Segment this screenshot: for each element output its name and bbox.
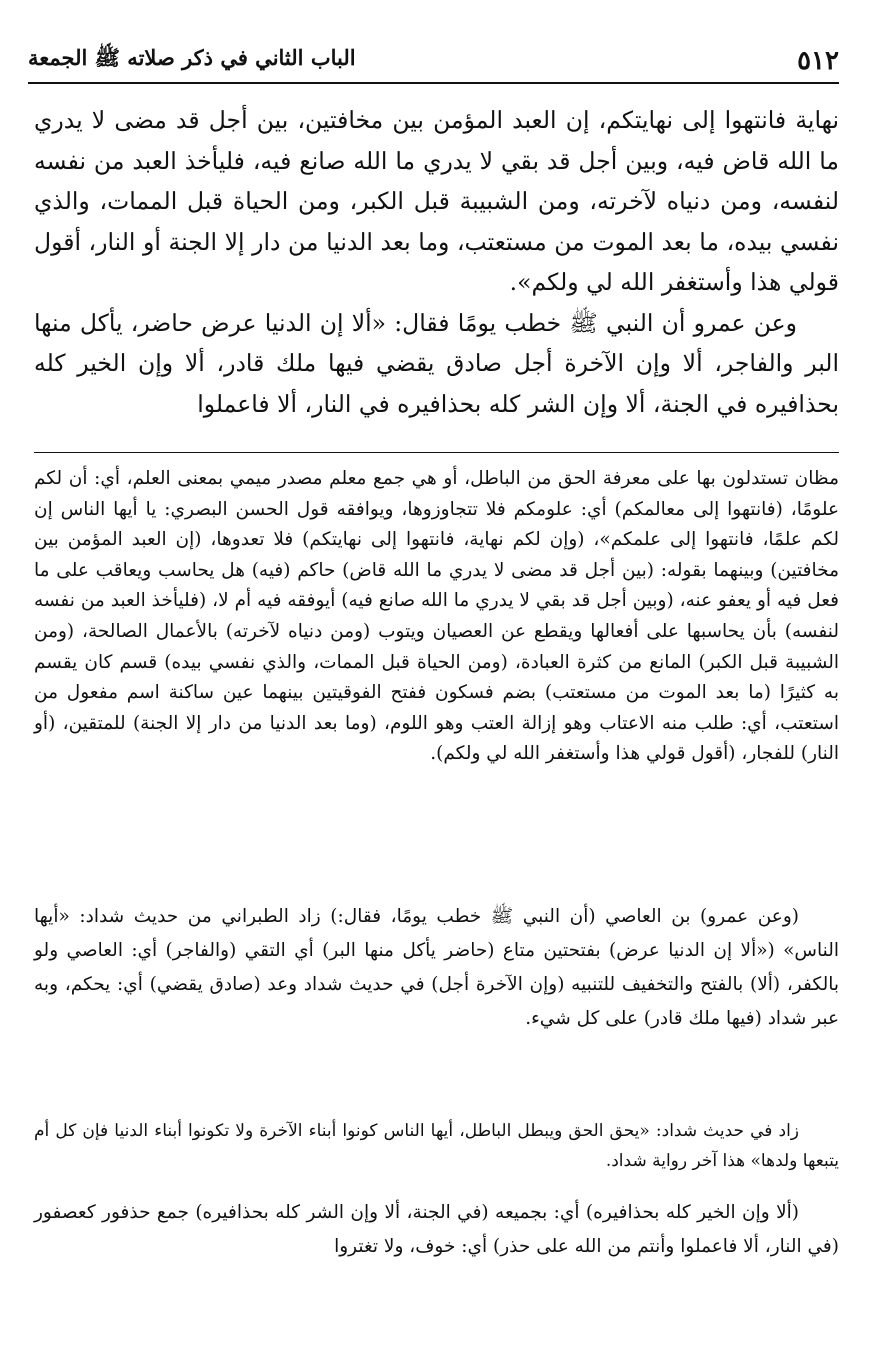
hadith-paragraph-1: نهاية فانتهوا إلى نهايتكم، إن العبد المؤمن بين مخافتين، بين أجل قد مضى لا يدري ما الله قاض فيه، وبين أجل قد بقي لا يدري ما الله صانع فيه، فليأخذ العبد من نفسه لنفسه، ومن دنياه لآخرته، ومن الشبيبة قبل الكبر، ومن الحياة قبل الممات، والذي نفسي بيده، ما بعد الموت من مستعتب، وما بعد الدنيا من دار إلا الجنة أو النار، أقول قولي هذا وأستغفر الله لي ولكم». — [34, 106, 839, 296]
commentary-section-3 — [34, 1116, 839, 1176]
separator-rule — [34, 452, 839, 453]
commentary-paragraph-1: مظان تستدلون بها على معرفة الحق من الباطل، أو هي جمع معلم مصدر ميمي بمعنى العلم، أي: أن لكم علومًا، (فانتهوا إلى معالمكم) أي: علومكم فلا تتجاوزوها، ويوافقه قول الحسن البصري: يا أيها الناس إن لكم علمًا، فانتهوا إلى علمكم»، (وإن لكم نهاية، فانتهوا إلى نهايتكم) فلا تعدوها، (إن العبد المؤمن بين مخافتين) وبينهما بقوله: (بين أجل قد مضى لا يدري ما الله قاض) حاكم (فيه) هل يحاسب ويعاقب على ما فعل فيه أو يعفو عنه، (وبين أجل قد بقي لا يدري ما الله صانع فيه) أيوفقه فيه أم لا، (فليأخذ العبد من نفسه لنفسه) بأن يحاسبها على أفعالها ويقطع عن العصيان ويتوب (ومن دنياه لآخرته) بالأعمال الصالحة، (ومن الشبيبة قبل الكبر) المانع من كثرة العبادة، (ومن الحياة قبل الممات، والذي نفسي بيده) قسم كان يقسم به كثيرًا (ما بعد الموت من مستعتب) بضم فسكون ففتح الفوقيتين بينهما عين ساكنة اسم مفعول من استعتب، أي: طلب منه الاعتاب وهو إزالة العتب وهو اللوم، (وما بعد الدنيا من دار إلا الجنة) للمتقين، (أو النار) للفجار، (أقول قولي هذا وأستغفر الله لي ولكم). — [34, 468, 839, 765]
commentary-section — [34, 464, 839, 770]
hadith-text — [34, 100, 839, 424]
commentary-paragraph-2: (وعن عمرو) بن العاصي (أن النبي ﷺ خطب يومًا، فقال:) زاد الطبراني من حديث شداد: «أيها الناس» («ألا إن الدنيا عرض) بفتحتين متاع (حاضر يأكل منها البر) أي التقي (والفاجر) أي: العاصي ولو بالكفر، (ألا) بالفتح والتخفيف للتنبيه (وإن الآخرة أجل) في حديث شداد وعد (صادق يقضي) أي: يحكم، وبه عبر شداد (فيها ملك قادر) على كل شيء. — [34, 906, 839, 1029]
page-number: ٥١٢ — [797, 46, 839, 76]
commentary-paragraph-3: زاد في حديث شداد: «يحق الحق ويبطل الباطل، أيها الناس كونوا أبناء الآخرة ولا تكونوا أبناء الدنيا فإن كل أم يتبعها ولدها» هذا آخر رواية شداد. — [34, 1121, 839, 1171]
commentary-paragraph-4: (ألا وإن الخير كله بحذافيره) أي: بجميعه (في الجنة، ألا وإن الشر كله بحذافيره) جمع حذفور كعصفور (في النار، ألا فاعملوا وأنتم من الله على حذر) أي: خوف، ولا تغتروا — [34, 1202, 839, 1257]
running-title: الباب الثاني في ذكر صلاته ﷺ الجمعة — [28, 45, 356, 70]
page-header — [28, 34, 839, 84]
hadith-paragraph-2: وعن عمرو أن النبي ﷺ خطب يومًا فقال: «ألا إن الدنيا عرض حاضر، يأكل منها البر والفاجر، ألا وإن الآخرة أجل صادق يقضي فيها ملك قادر، ألا وإن الخير كله بحذافيره في الجنة، ألا وإن الشر كله بحذافيره في النار، ألا فاعملوا — [34, 308, 839, 418]
commentary-section-2 — [34, 900, 839, 1036]
commentary-section-4 — [34, 1196, 839, 1264]
